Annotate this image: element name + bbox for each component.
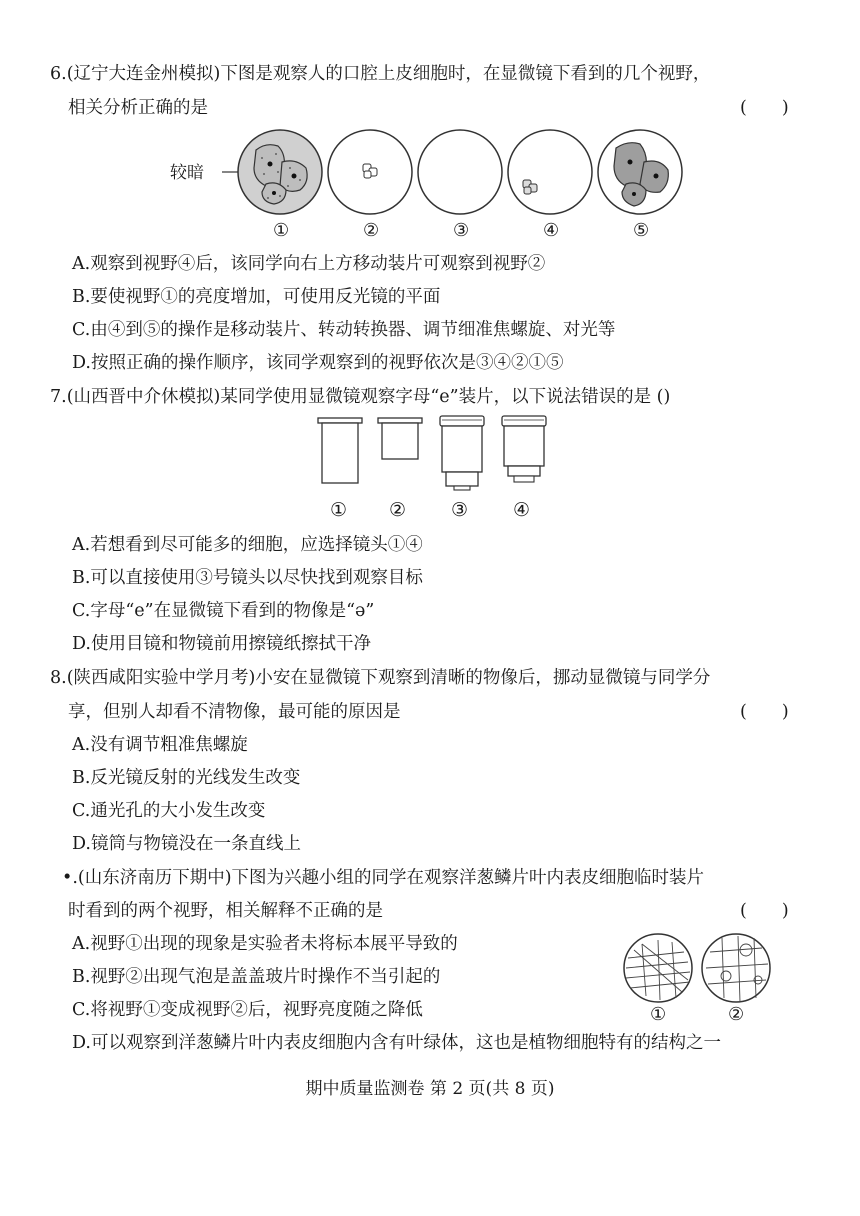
q6-field-of-view-figure xyxy=(170,128,690,244)
q6-fig-label-5: ⑤ xyxy=(633,220,650,241)
q8-option-d: D.镜筒与物镜没在一条直线上 xyxy=(72,834,301,854)
q6-stem-line2: 相关分析正确的是 xyxy=(68,98,208,118)
q9-answer-paren: ( ) xyxy=(740,901,789,921)
q7-option-a: A.若想看到尽可能多的细胞，应选择镜头①④ xyxy=(72,535,423,555)
q7-fig-label-3: ③ xyxy=(451,499,469,521)
q8-stem-line2: 享，但别人却看不清物像，最可能的原因是 xyxy=(68,702,401,722)
q6-fig-label-2: ② xyxy=(363,220,380,241)
q7-option-c: C.字母“e”在显微镜下看到的物像是“ə” xyxy=(72,601,375,621)
q7-fig-label-4: ④ xyxy=(513,499,531,521)
q6-option-a: A.观察到视野④后，该同学向右上方移动装片可观察到视野② xyxy=(72,254,546,274)
q6-fig-label-3: ③ xyxy=(453,220,470,241)
q9-option-a: A.视野①出现的现象是实验者未将标本展平导致的 xyxy=(72,934,458,954)
q7-fig-label-1: ① xyxy=(330,499,348,521)
q6-fig-label-1: ① xyxy=(273,220,290,241)
q9-option-d: D.可以观察到洋葱鳞片叶内表皮细胞内含有叶绿体，这也是植物细胞特有的结构之一 xyxy=(72,1033,721,1053)
q9-onion-cell-figure xyxy=(612,930,782,1024)
q9-fig-label-2: ② xyxy=(728,1004,745,1024)
q8-option-c: C.通光孔的大小发生改变 xyxy=(72,801,266,821)
q6-option-b: B.要使视野①的亮度增加，可使用反光镜的平面 xyxy=(72,287,441,307)
q9-option-b: B.视野②出现气泡是盖盖玻片时操作不当引起的 xyxy=(72,967,441,987)
page-footer: 期中质量监测卷 第 2 页(共 8 页) xyxy=(305,1079,555,1099)
q9-stem-line2: 时看到的两个视野，相关解释不正确的是 xyxy=(68,901,383,921)
q7-option-b: B.可以直接使用③号镜头以尽快找到观察目标 xyxy=(72,568,423,588)
q8-option-a: A.没有调节粗准焦螺旋 xyxy=(72,735,248,755)
q8-answer-paren: ( ) xyxy=(740,702,789,722)
q9-fig-label-1: ① xyxy=(650,1004,667,1024)
q8-option-b: B.反光镜反射的光线发生改变 xyxy=(72,768,301,788)
q9-option-c: C.将视野①变成视野②后，视野亮度随之降低 xyxy=(72,1000,423,1020)
q6-answer-paren: ( ) xyxy=(740,98,789,118)
q6-dark-label: 较暗 xyxy=(170,163,204,183)
q7-lens-figure xyxy=(300,412,560,524)
q6-fig-label-4: ④ xyxy=(543,220,560,241)
q7-option-d: D.使用目镜和物镜前用擦镜纸擦拭干净 xyxy=(72,634,371,654)
q7-fig-label-2: ② xyxy=(389,499,407,521)
q9-stem-line1: •.(山东济南历下期中)下图为兴趣小组的同学在观察洋葱鳞片叶内表皮细胞临时装片 xyxy=(62,868,705,888)
q8-stem-line1: 8.(陕西咸阳实验中学月考)小安在显微镜下观察到清晰的物像后，挪动显微镜与同学分 xyxy=(50,668,711,688)
q7-stem-line1: 7.(山西晋中介休模拟)某同学使用显微镜观察字母“e”装片，以下说法错误的是 () xyxy=(50,387,671,407)
q6-option-c: C.由④到⑤的操作是移动装片、转动转换器、调节细准焦螺旋、对光等 xyxy=(72,320,616,340)
q6-option-d: D.按照正确的操作顺序，该同学观察到的视野依次是③④②①⑤ xyxy=(72,353,564,373)
q6-stem-line1: 6.(辽宁大连金州模拟)下图是观察人的口腔上皮细胞时，在显微镜下看到的几个视野， xyxy=(50,64,711,84)
